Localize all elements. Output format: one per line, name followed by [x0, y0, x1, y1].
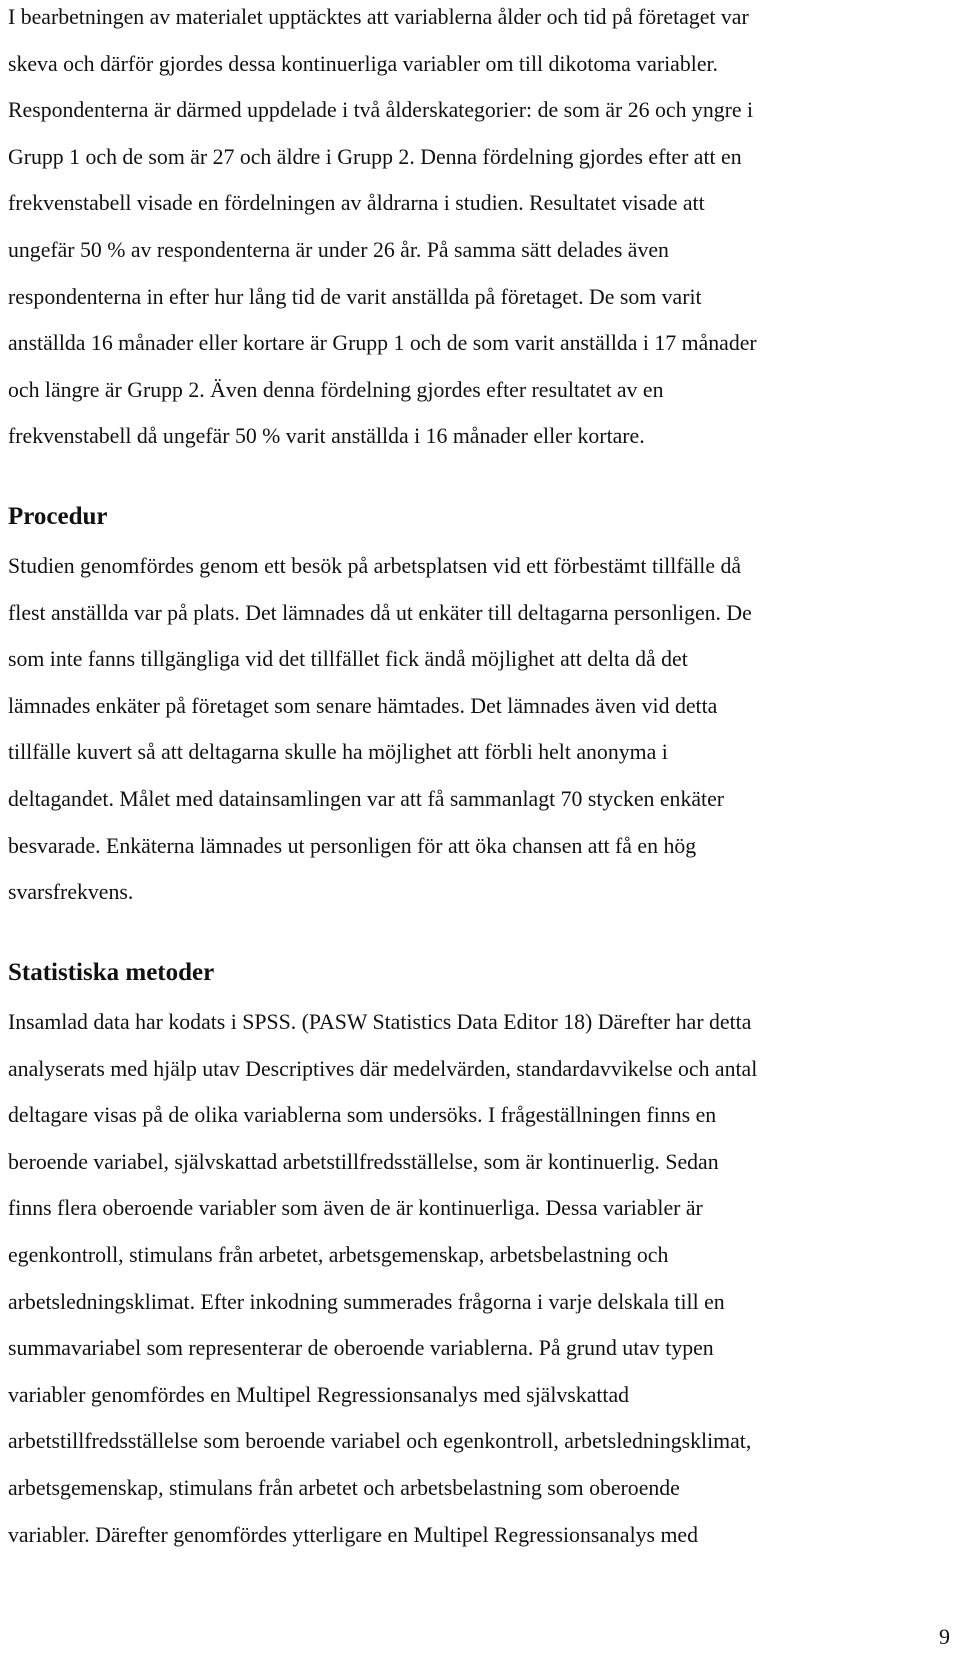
text-line: som inte fanns tillgängliga vid det tillfället fick ändå möjlighet att delta då det	[8, 647, 688, 672]
text-line: besvarade. Enkäterna lämnades ut personligen för att öka chansen att få en hög	[8, 833, 697, 858]
text-line: variabler. Därefter genomfördes ytterligare en Multipel Regressionsanalys med	[8, 1522, 698, 1547]
text-line: och längre är Grupp 2. Även denna fördelning gjordes efter resultatet av en	[8, 377, 664, 402]
text-line: summavariabel som representerar de oberoende variablerna. På grund utav typen	[8, 1336, 714, 1361]
text-line: arbetsgemenskap, stimulans från arbetet och arbetsbelastning som oberoende	[8, 1475, 680, 1500]
text-line: Studien genomfördes genom ett besök på arbetsplatsen vid ett förbestämt tillfälle då	[8, 554, 742, 578]
section-heading-statistiska-metoder: Statistiska metoder	[8, 959, 215, 986]
text-line: flest anställda var på plats. Det lämnades då ut enkäter till deltagarna personligen. De	[8, 600, 752, 625]
text-line: Grupp 1 och de som är 27 och äldre i Grupp 2. Denna fördelning gjordes efter att en	[8, 144, 742, 169]
text-line: variabler genomfördes en Multipel Regressionsanalys med självskattad	[8, 1382, 630, 1407]
text-line: svarsfrekvens.	[8, 880, 134, 905]
text-line: ungefär 50 % av respondenterna är under 26 år. På samma sätt delades även	[8, 237, 669, 262]
page-number: 9	[939, 1624, 950, 1649]
paragraph-procedur	[8, 543, 752, 916]
text-line: skeva och därför gjordes dessa kontinuerliga variabler om till dikotoma variabler.	[8, 51, 718, 76]
text-line: arbetsledningsklimat. Efter inkodning summerades frågorna i varje delskala till en	[8, 1289, 725, 1314]
text-line: arbetstillfredsställelse som beroende variabel och egenkontroll, arbetsledningsklimat,	[8, 1429, 752, 1454]
text-line: analyserats med hjälp utav Descriptives där medelvärden, standardavvikelse och antal	[8, 1056, 758, 1081]
text-line: Insamlad data har kodats i SPSS. (PASW Statistics Data Editor 18) Därefter har detta	[8, 1010, 752, 1034]
text-line: Respondenterna är därmed uppdelade i två ålderskategorier: de som är 26 och yngre i	[8, 98, 754, 123]
paragraph-variable-coding	[8, 0, 757, 460]
text-line: frekvenstabell då ungefär 50 % varit anställda i 16 månader eller kortare.	[8, 424, 645, 449]
text-line: deltagandet. Målet med datainsamlingen var att få sammanlagt 70 stycken enkäter	[8, 786, 725, 811]
text-line: tillfälle kuvert så att deltagarna skulle ha möjlighet att förbli helt anonyma i	[8, 740, 668, 765]
text-line: anställda 16 månader eller kortare är Grupp 1 och de som varit anställda i 17 månader	[8, 331, 757, 356]
text-line: respondenterna in efter hur lång tid de varit anställda på företaget. De som varit	[8, 284, 702, 309]
section-heading-procedur: Procedur	[8, 503, 108, 530]
text-line: finns flera oberoende variabler som även de är kontinuerliga. Dessa variabler är	[8, 1196, 703, 1221]
text-line: I bearbetningen av materialet upptäcktes att variablerna ålder och tid på företaget var	[8, 5, 749, 29]
text-line: beroende variabel, självskattad arbetstillfredsställelse, som är kontinuerlig. Sedan	[8, 1149, 719, 1174]
text-line: lämnades enkäter på företaget som senare hämtades. Det lämnades även vid detta	[8, 693, 718, 718]
paragraph-statistiska-metoder	[8, 999, 757, 1558]
text-line: egenkontroll, stimulans från arbetet, arbetsgemenskap, arbetsbelastning och	[8, 1242, 669, 1267]
text-line: deltagare visas på de olika variablerna som undersöks. I frågeställningen finns en	[8, 1103, 717, 1128]
text-line: frekvenstabell visade en fördelningen av åldrarna i studien. Resultatet visade att	[8, 191, 705, 216]
